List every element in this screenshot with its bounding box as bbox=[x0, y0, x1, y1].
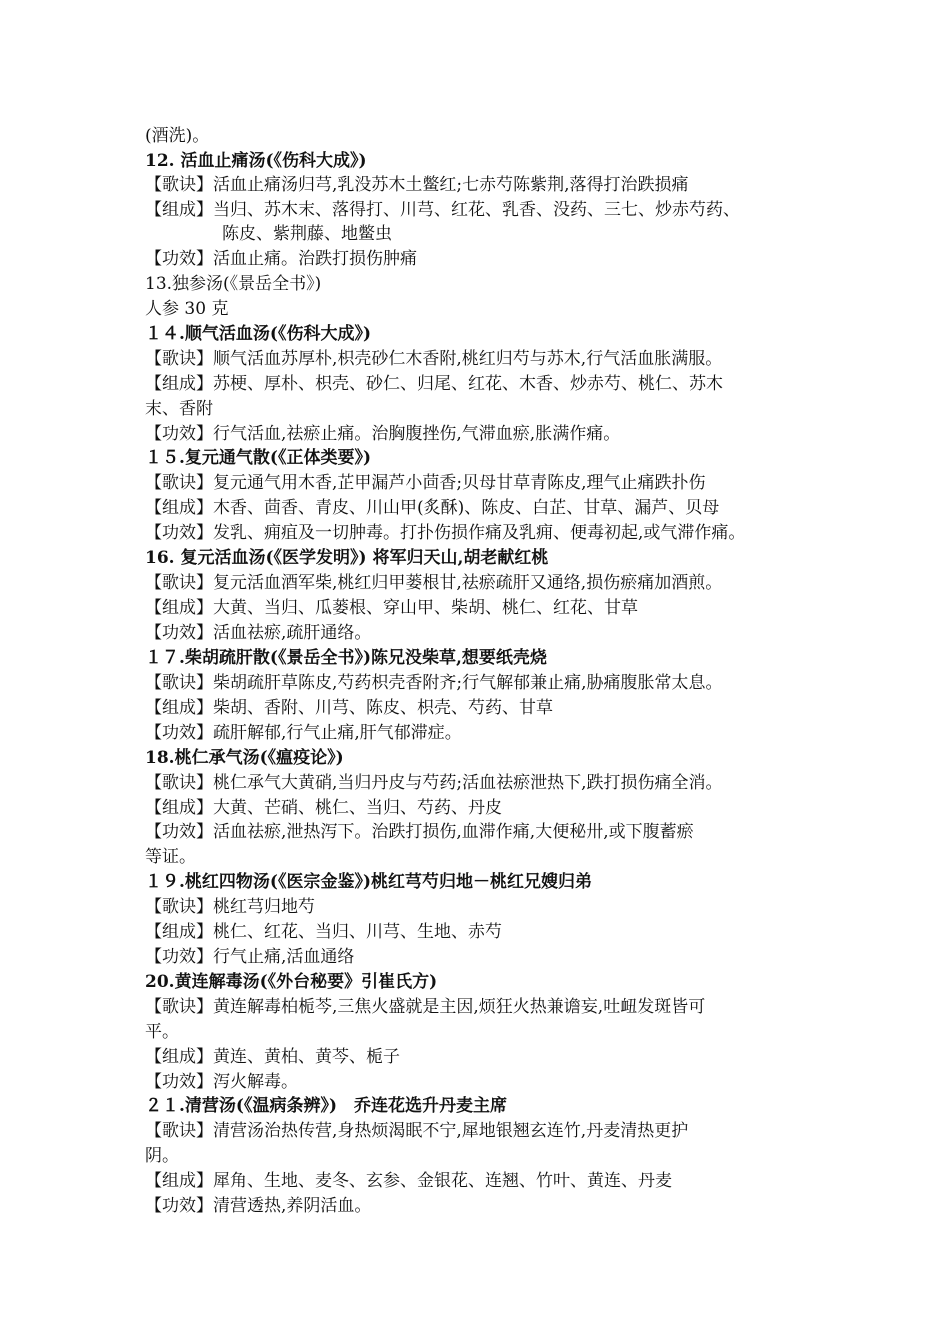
text-line: 【组成】犀角、生地、麦冬、玄参、金银花、连翘、竹叶、黄连、丹麦 bbox=[145, 1171, 672, 1191]
text-line: 【歌诀】复元通气用木香,芷甲漏芦小茴香;贝母甘草青陈皮,理气止痛跌扑伤 bbox=[145, 473, 706, 493]
text-line: 【功效】活血祛瘀,泄热泻下。治跌打损伤,血滞作痛,大便秘卅,或下腹蓄瘀 bbox=[145, 822, 694, 842]
text-line: 【组成】大黄、当归、瓜蒌根、穿山甲、柴胡、桃仁、红花、甘草 bbox=[145, 598, 638, 618]
section-heading-14: １４.顺气活血汤(《伤科大成》) bbox=[145, 324, 372, 344]
text-line: 【功效】发乳、痈疽及一切肿毒。打扑伤损作痛及乳痈、便毒初起,或气滞作痛。 bbox=[145, 523, 746, 543]
text-line: 【组成】苏梗、厚朴、枳壳、砂仁、归尾、红花、木香、炒赤芍、桃仁、苏木 bbox=[145, 374, 723, 394]
section-heading-16: 16. 复元活血汤(《医学发明》) 将军归天山,胡老献红桃 bbox=[145, 548, 549, 568]
text-line: 【歌诀】顺气活血苏厚朴,枳壳砂仁木香附,桃红归芍与苏木,行气活血胀满服。 bbox=[145, 349, 723, 369]
text-line: 【组成】大黄、芒硝、桃仁、当归、芍药、丹皮 bbox=[145, 798, 502, 818]
section-heading-13: 13.独参汤(《景岳全书》) bbox=[145, 274, 322, 294]
text-line: 【组成】柴胡、香附、川芎、陈皮、枳壳、芍药、甘草 bbox=[145, 698, 553, 718]
text-line: 末、香附 bbox=[145, 399, 213, 419]
text-line: (酒洗)。 bbox=[145, 126, 210, 146]
text-line: 人参 30 克 bbox=[145, 299, 229, 319]
text-line: 【功效】活血祛瘀,疏肝通络。 bbox=[145, 623, 372, 643]
text-line: 【功效】疏肝解郁,行气止痛,肝气郁滞症。 bbox=[145, 723, 462, 743]
text-line: 阴。 bbox=[145, 1146, 179, 1166]
text-line: 【歌诀】桃红芎归地芍 bbox=[145, 897, 315, 917]
text-line: 【歌诀】复元活血酒军柴,桃红归甲蒌根甘,祛瘀疏肝又通络,损伤瘀痛加酒煎。 bbox=[145, 573, 723, 593]
text-line: 【组成】桃仁、红花、当归、川芎、生地、赤芍 bbox=[145, 922, 502, 942]
text-line: 【歌诀】桃仁承气大黄硝,当归丹皮与芍药;活血祛瘀泄热下,跌打损伤痛全消。 bbox=[145, 773, 723, 793]
text-line: 【歌诀】活血止痛汤归芎,乳没苏木土鳖红;七赤芍陈紫荆,落得打治跌损痛 bbox=[145, 175, 689, 195]
text-line: 平。 bbox=[145, 1022, 179, 1042]
text-line: 【功效】泻火解毒。 bbox=[145, 1072, 298, 1092]
text-line: 【功效】行气止痛,活血通络 bbox=[145, 947, 355, 967]
section-heading-15: １５.复元通气散(《正体类要》) bbox=[145, 448, 372, 468]
section-heading-20: 20.黄连解毒汤(《外台秘要》引崔氏方) bbox=[145, 972, 438, 992]
section-heading-19: １９.桃红四物汤(《医宗金鉴》)桃红芎芍归地－桃红兄嫂归弟 bbox=[145, 872, 593, 892]
text-line: 【组成】当归、苏木末、落得打、川芎、红花、乳香、没药、三七、炒赤芍药、 bbox=[145, 200, 740, 220]
text-line: 【功效】清营透热,养阴活血。 bbox=[145, 1196, 372, 1216]
text-line: 【功效】活血止痛。治跌打损伤肿痛 bbox=[145, 249, 417, 269]
text-line: 【歌诀】黄连解毒柏栀芩,三焦火盛就是主因,烦狂火热兼谵妄,吐衄发斑皆可 bbox=[145, 997, 706, 1017]
section-heading-12: 12. 活血止痛汤(《伤科大成》) bbox=[145, 151, 367, 171]
text-line: 【组成】木香、茴香、青皮、川山甲(炙酥)、陈皮、白芷、甘草、漏芦、贝母 bbox=[145, 498, 720, 518]
section-heading-17: １７.柴胡疏肝散(《景岳全书》)陈兄没柴草,想要纸壳烧 bbox=[145, 648, 547, 668]
text-line: 【歌诀】清营汤治热传营,身热烦渴眠不宁,犀地银翘玄连竹,丹麦清热更护 bbox=[145, 1121, 689, 1141]
text-line: 【组成】黄连、黄柏、黄芩、栀子 bbox=[145, 1047, 400, 1067]
section-heading-18: 18.桃仁承气汤(《瘟疫论》) bbox=[145, 748, 344, 768]
section-heading-21: ２１.清营汤(《温病条辨》) 乔连花选升丹麦主席 bbox=[145, 1096, 508, 1116]
text-line: 等证。 bbox=[145, 847, 196, 867]
text-line: 【歌诀】柴胡疏肝草陈皮,芍药枳壳香附齐;行气解郁兼止痛,胁痛腹胀常太息。 bbox=[145, 673, 723, 693]
text-line: 陈皮、紫荆藤、地鳖虫 bbox=[222, 224, 392, 244]
text-line: 【功效】行气活血,祛瘀止痛。治胸腹挫伤,气滞血瘀,胀满作痛。 bbox=[145, 424, 621, 444]
